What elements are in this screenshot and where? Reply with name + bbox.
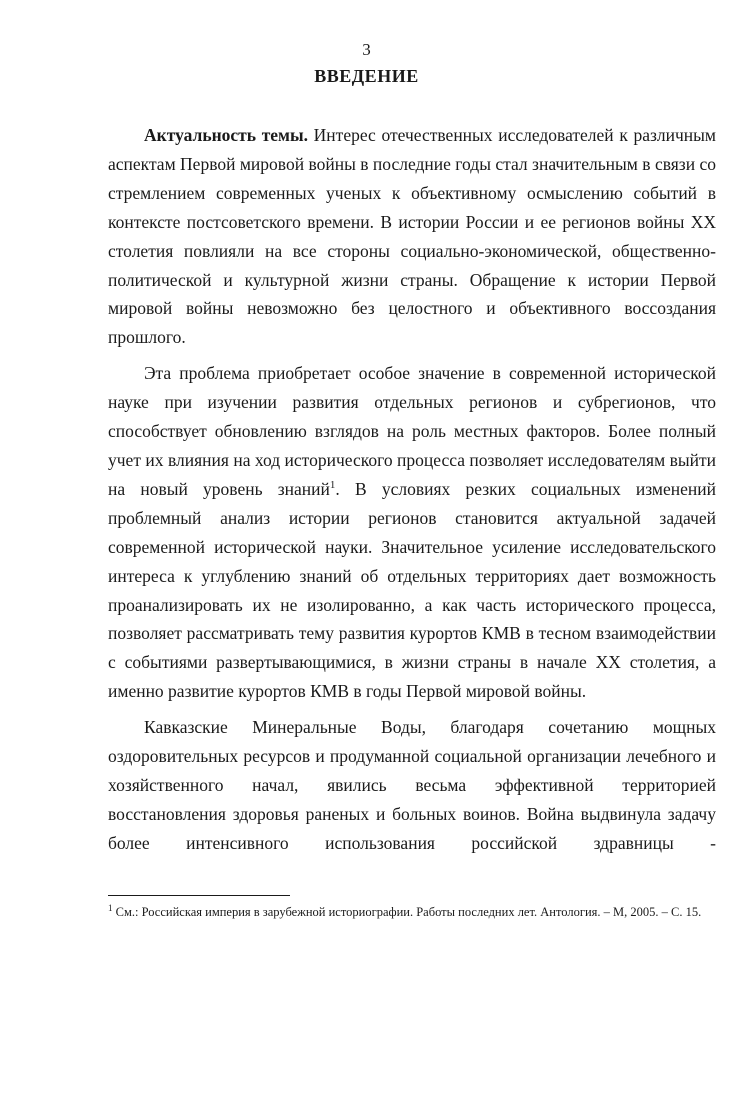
footnote-marker: 1 bbox=[108, 902, 113, 913]
paragraph-regional-history bbox=[108, 359, 716, 706]
paragraph-text: . В условиях резких социальных изменений проблемный анализ истории регионов становится актуальной задачей современной исторической науки. Значительное усиление исследовательского интереса к углублению знаний об отдельных территориях дает возможность проанализировать их не изолированно, а как часть исторического процесса, позволяет рассматривать тему развития курортов КМВ в тесном взаимодействии с событиями развертывающимися, в жизни страны в начале XX столетия, а именно развитие курортов КМВ в годы Первой мировой войны. bbox=[108, 478, 716, 702]
footnote-text: См.: Российская империя в зарубежной историографии. Работы последних лет. Антология. – М, 2005. – С. 15. bbox=[112, 905, 702, 919]
body-text bbox=[108, 121, 716, 858]
paragraph-text: Интерес отечественных исследователей к различным аспектам Первой мировой войны в последние годы стал значительным в связи со стремлением современных ученых к объективному осмыслению событий в контексте постсоветского времени. В истории России и ее регионов войны XX столетия повлияли на все стороны социально-экономической, общественно-политической и культурной жизни страны. Обращение к истории Первой мировой войны невозможно без целостного и объективного воссоздания прошлого. bbox=[108, 125, 716, 348]
footnote-reference: 1 bbox=[329, 479, 336, 492]
footnote bbox=[108, 904, 708, 921]
paragraph-text: Эта проблема приобретает особое значение в современной исторической науке при изучении развития отдельных регионов и субрегионов, что способствует обновлению взглядов на роль местных факторов. Более полный учет их влияния на ход исторического процесса позволяет исследователям выйти на новый уровень знаний bbox=[108, 363, 716, 499]
footnote-divider bbox=[108, 895, 290, 896]
page-number: 3 bbox=[362, 40, 371, 59]
paragraph-relevance bbox=[108, 121, 716, 352]
page-title: ВВЕДЕНИЕ bbox=[314, 66, 419, 86]
paragraph-text: Кавказские Минеральные Воды, благодаря сочетанию мощных оздоровительных ресурсов и продуманной социальной организации лечебного и хозяйственного начал, явились весьма эффективной территорией восстановления здоровья раненых и больных воинов. Война выдвинула задачу более интенсивного использования российской здравницы - bbox=[108, 717, 716, 853]
paragraph-caucasus-waters bbox=[108, 713, 716, 858]
paragraph-lead: Актуальность темы. bbox=[144, 125, 309, 145]
